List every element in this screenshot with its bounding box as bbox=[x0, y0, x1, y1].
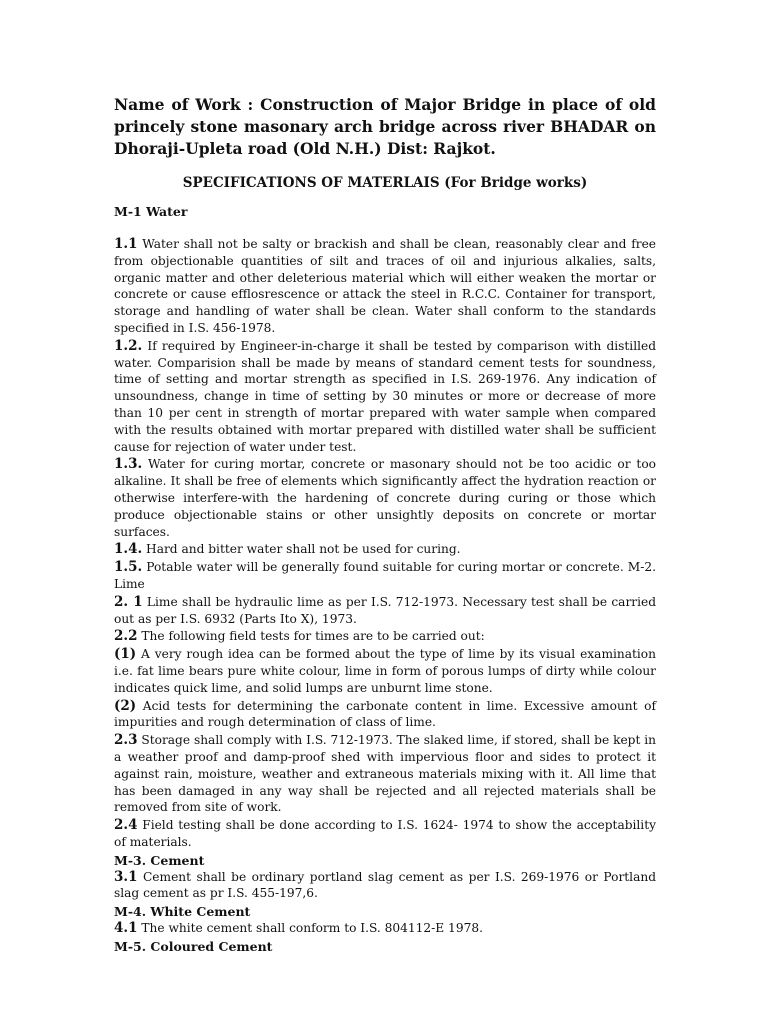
document-body bbox=[114, 173, 656, 955]
clause-text: Field testing shall be done according to I.S. 1624- 1974 to show the acceptability of materials. bbox=[114, 818, 656, 849]
paragraph bbox=[114, 338, 656, 456]
clause-text: A very rough idea can be formed about the type of lime by its visual examination i.e. fat lime bears pure white colour, lime in form of porous lumps of dirty while colour indicates quick lime, and solid lumps are unburnt lime stone. bbox=[114, 647, 656, 695]
clause-number: 4.1 bbox=[114, 920, 138, 937]
clause-number: 2.3 bbox=[114, 732, 138, 749]
work-title: Name of Work : Construction of Major Bridge in place of old princely stone masonary arch bridge across river BHADAR on Dhoraji-Upleta road (Old N.H.) Dist: Rajkot. bbox=[114, 95, 656, 158]
paragraph bbox=[114, 559, 656, 593]
clause-text: The white cement shall conform to I.S. 804112-E 1978. bbox=[137, 921, 483, 936]
paragraph bbox=[114, 236, 656, 337]
clause-text: Potable water will be generally found suitable for curing mortar or concrete. M-2. Lime bbox=[114, 560, 656, 591]
clause-number: 1.5. bbox=[114, 559, 143, 576]
paragraph bbox=[114, 869, 656, 903]
paragraph bbox=[114, 594, 656, 628]
section-heading-cement: M-3. Cement bbox=[114, 852, 205, 868]
clause-number: 2. 1 bbox=[114, 593, 143, 610]
spacer bbox=[114, 220, 656, 236]
paragraph bbox=[114, 646, 656, 696]
section-heading-water: M-1 Water bbox=[114, 204, 188, 219]
paragraph bbox=[114, 628, 656, 645]
clause-number: 2.2 bbox=[114, 628, 138, 645]
clause-text: Storage shall comply with I.S. 712-1973. The slaked lime, if stored, shall be kept in a weather proof and damp-proof shed with impervious floor and sides to protect it against rain, moisture, weather and extraneous materials mixing with it. All lime that has been damaged in any way shall be rejected and all rejected materials shall be removed from site of work. bbox=[114, 733, 656, 815]
clause-number: 2.4 bbox=[114, 817, 138, 834]
clause-number: (1) bbox=[114, 646, 137, 663]
clause-number: 1.4. bbox=[114, 541, 143, 558]
paragraph bbox=[114, 920, 656, 937]
clause-text: Hard and bitter water shall not be used for curing. bbox=[142, 542, 461, 557]
clause-number: 3.1 bbox=[114, 868, 138, 885]
paragraph bbox=[114, 456, 656, 540]
clause-number: (2) bbox=[114, 697, 137, 714]
clause-text: Water for curing mortar, concrete or masonary should not be too acidic or too alkaline. It shall be free of elements which significantly affect the hydration reaction or otherwise interfere-with the hardening of concrete during curing or those which produce objectionable stains or other unsightly deposits on concrete or mortar surfaces. bbox=[114, 457, 656, 539]
section-heading-coloured-cement: M-5. Coloured Cement bbox=[114, 939, 273, 955]
section-heading-white-cement: M-4. White Cement bbox=[114, 904, 251, 920]
clause-text: Water shall not be salty or brackish and shall be clean, reasonably clear and free from objectionable quantities of silt and traces of oil and injurious alkalies, salts, organic matter and other deleterious material which will either weaken the mortar or concrete or cause efflosrescence or attack the steel in R.C.C. Container for transport, storage and handling of water shall be clean. Water shall conform to the standards specified in I.S. 456-1978. bbox=[114, 237, 656, 335]
specifications-subtitle: SPECIFICATIONS OF MATERLAIS (For Bridge works) bbox=[182, 175, 588, 191]
clause-text: The following field tests for times are to be carried out: bbox=[137, 629, 485, 644]
paragraph bbox=[114, 817, 656, 851]
paragraph bbox=[114, 541, 656, 558]
clause-number: 1.2. bbox=[114, 337, 143, 354]
clause-text: If required by Engineer-in-charge it shall be tested by comparison with distilled water. Comparision shall be made by means of standard cement tests for soundness, time of setting and mortar strength as specified in I.S. 269-1976. Any indication of unsoundness, change in time of setting by 30 minutes or more or decrease of more than 10 per cent in strength of mortar prepared with water sample when compared with the results obtained with mortar prepared with distilled water shall be sufficient cause for rejection of water under test. bbox=[114, 338, 656, 454]
clause-number: 1.1 bbox=[114, 236, 138, 252]
clause-number: 1.3. bbox=[114, 456, 143, 473]
clause-text: Cement shall be ordinary portland slag cement as per I.S. 269-1976 or Portland slag cement as pr I.S. 455-197,6. bbox=[114, 869, 656, 901]
paragraph bbox=[114, 698, 656, 732]
paragraph bbox=[114, 732, 656, 816]
clause-text: Lime shall be hydraulic lime as per I.S. 712-1973. Necessary test shall be carried out as per I.S. 6932 (Parts Ito X), 1973. bbox=[114, 594, 657, 626]
clause-text: Acid tests for determining the carbonate content in lime. Excessive amount of impurities and rough determination of class of lime. bbox=[114, 698, 656, 730]
